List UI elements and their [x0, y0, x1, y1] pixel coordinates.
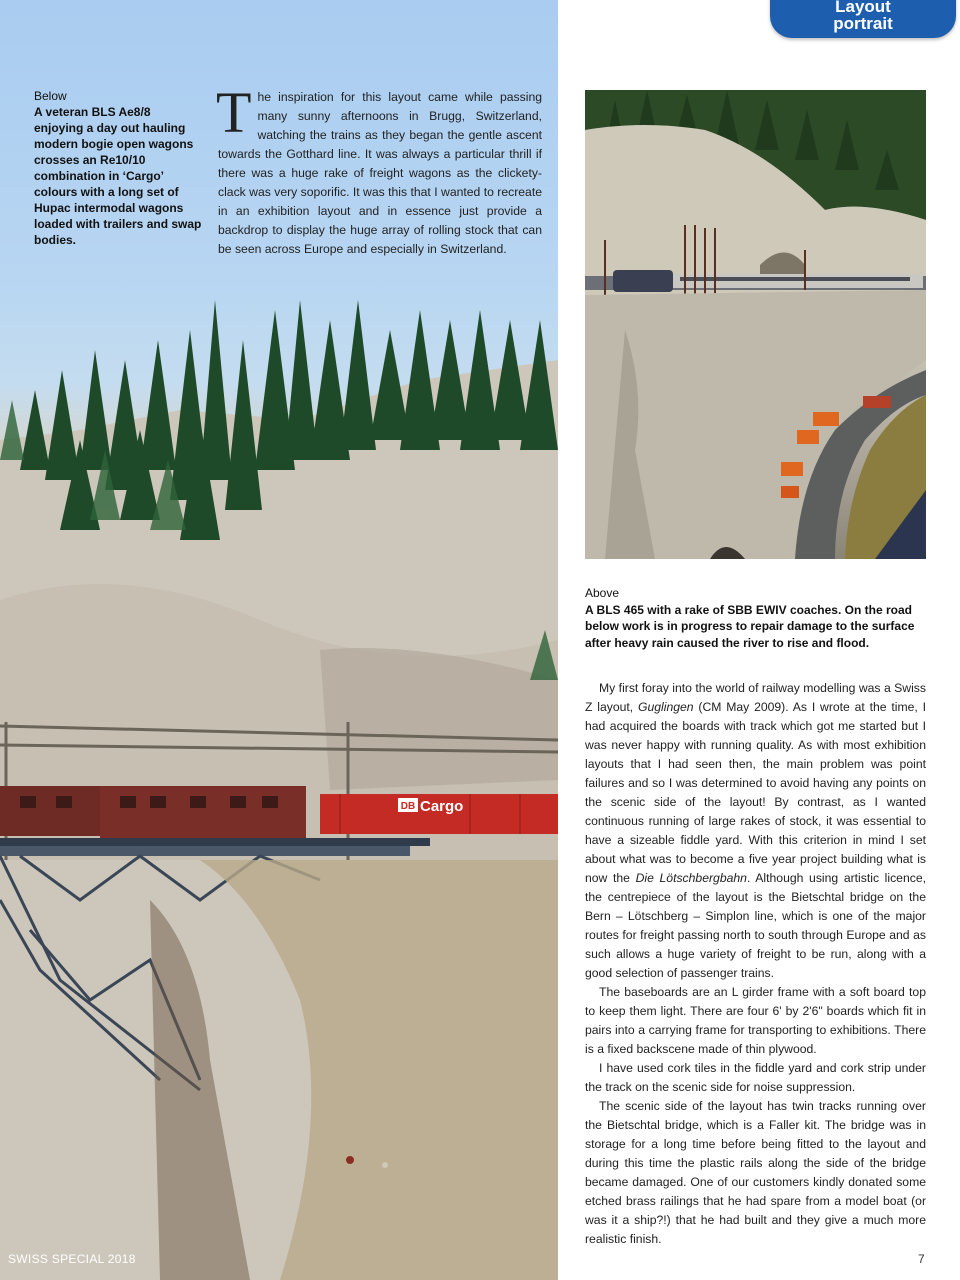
caption-above-text: A BLS 465 with a rake of SBB EWIV coaches. On the road below work is in progress to repair damage to the surface after heavy rain caused the river to rise and flood.: [585, 602, 915, 650]
layout-title-loetschbergbahn: Die Lötschbergbahn: [635, 871, 747, 885]
section-tab-line2: portrait: [833, 14, 893, 33]
intro-text: he inspiration for this layout came while passing many sunny afternoons in Brugg, Switzerland, watching the trains as they began the gentle ascent towards the Gotthard line. It was always a particular thrill if there was a huge rake of freight wagons as the clickety-clack was very soporific. It was this that I wanted to recreate in an exhibition layout and in essence just provide a backdrop to display the huge array of rolling stock that can be seen across Europe and especially in Switzerland.: [218, 90, 542, 256]
body-paragraph-2: The baseboards are an L girder frame with a soft board top to keep them light. There are four 6' by 2'6" boards which fit in pairs into a carrying frame for transporting to exhibitions. There is a fixed backscene made of thin plywood.: [585, 985, 926, 1056]
secondary-layout-photo: [585, 90, 926, 559]
body-paragraph-1: [585, 679, 926, 983]
caption-above-label: Above: [585, 586, 620, 600]
layout-title-guglingen: Guglingen: [638, 700, 694, 714]
caption-below-label: Below: [34, 89, 67, 103]
article-body: [585, 679, 926, 1249]
intro-dropcap: T: [216, 80, 252, 145]
wagon-db-logo: DB: [400, 801, 416, 812]
body-paragraph-4: The scenic side of the layout has twin tracks running over the Bietschtal bridge, which is a Faller kit. The bridge was in storage for a long time before being fitted to the layout and during this time the plastic rails along the side of the bridge became damaged. One of our customers kindly donated some etched brass railings that he had spare from a model boat (or was it a ship?!) that he had built and they give a much more realistic finish.: [585, 1099, 926, 1246]
body-p1-part-b: (CM May 2009). As I wrote at the time, I had acquired the boards with track which got me started but I was never happy with running quality. As with most exhibition layouts that I had seen then, the main problem was point failures and so I was determined to avoid having any points on the scenic side of the layout! By contrast, as I wanted continuous running of large rakes of stock, it was essential to have a sizeable fiddle yard. With this criterion in mind I set about what was to become a five year project building what is now the: [585, 700, 926, 885]
wagon-cargo-brand: Cargo: [420, 798, 464, 815]
body-paragraph-3: I have used cork tiles in the fiddle yard and cork strip under the track on the scenic side for noise suppression.: [585, 1061, 926, 1094]
body-p1-part-a: My first foray into the world of railway modelling was a Swiss Z layout,: [585, 681, 926, 714]
caption-below-text: A veteran BLS Ae8/8 enjoying a day out hauling modern bogie open wagons crosses an Re10/10 combination in ‘Cargo’ colours with a long set of Hupac intermodal wagons loaded with trailers and swap bodies.: [34, 105, 202, 247]
body-p1-part-c: . Although using artistic licence, the centrepiece of the layout is the Bietschtal bridge on the Bern – Lötschberg – Simplon line, which is one of the major routes for freight passing north to south through Europe and as such allows a huge variety of freight to be run, along with a good selection of passenger trains.: [585, 871, 926, 980]
caption-above: [585, 585, 926, 651]
publication-footer: SWISS SPECIAL 2018: [8, 1252, 136, 1266]
section-tab: [770, 0, 956, 38]
page-number: 7: [918, 1252, 925, 1266]
secondary-photo-scene: [585, 90, 926, 559]
section-tab-line1: Layout: [835, 0, 891, 16]
intro-paragraph: [216, 80, 542, 259]
caption-below: [34, 88, 202, 248]
